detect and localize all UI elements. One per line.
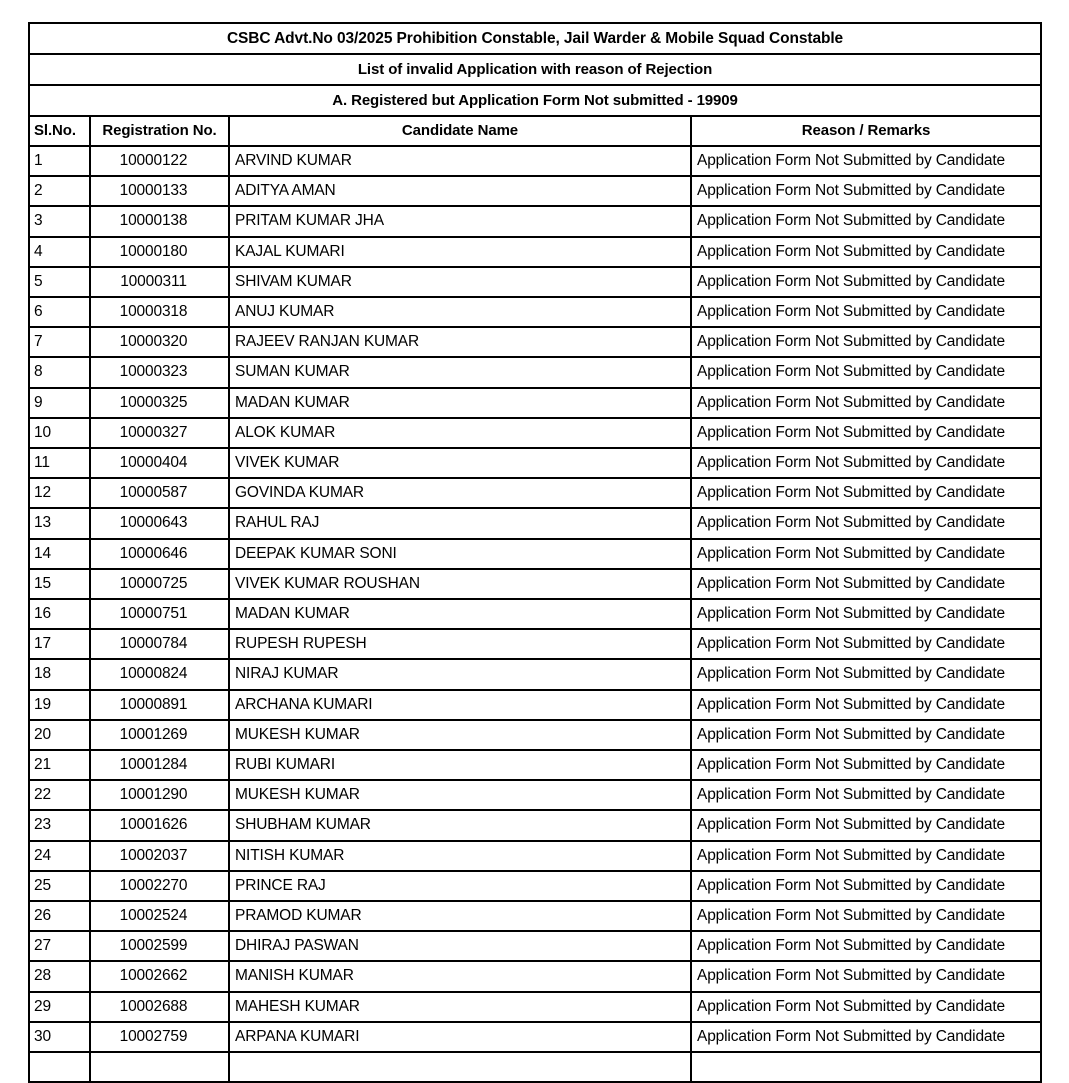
table-row [29, 146, 1041, 176]
cell-registration-no: 10000318 [90, 297, 229, 327]
table-row [29, 267, 1041, 297]
cell-reason-remarks: Application Form Not Submitted by Candidate [691, 659, 1041, 689]
table-row [29, 539, 1041, 569]
table-row [29, 1022, 1041, 1052]
cell-sl-no: 11 [29, 448, 90, 478]
column-header-row [29, 116, 1041, 146]
table-row [29, 750, 1041, 780]
table-row [29, 931, 1041, 961]
cell-sl-no: 4 [29, 237, 90, 267]
invalid-application-table [28, 22, 1042, 1083]
table-row [29, 569, 1041, 599]
cell-candidate-name: ADITYA AMAN [229, 176, 691, 206]
cell-sl-no: 26 [29, 901, 90, 931]
cell-registration-no: 10000325 [90, 388, 229, 418]
cell-candidate-name: MUKESH KUMAR [229, 780, 691, 810]
cell-sl-no: 15 [29, 569, 90, 599]
cell-sl-no: 1 [29, 146, 90, 176]
cell-reason-remarks: Application Form Not Submitted by Candidate [691, 146, 1041, 176]
table-row [29, 176, 1041, 206]
cell-reason-remarks: Application Form Not Submitted by Candidate [691, 720, 1041, 750]
cell-registration-no: 10002759 [90, 1022, 229, 1052]
cell-sl-no: 23 [29, 810, 90, 840]
cell-registration-no: 10000311 [90, 267, 229, 297]
cell-registration-no: 10000891 [90, 690, 229, 720]
cell-candidate-name: ANUJ KUMAR [229, 297, 691, 327]
cell-registration-no: 10000404 [90, 448, 229, 478]
cell-candidate-name: SHIVAM KUMAR [229, 267, 691, 297]
cell-candidate-name: RUBI KUMARI [229, 750, 691, 780]
cell-reason-remarks: Application Form Not Submitted by Candidate [691, 237, 1041, 267]
cell-candidate-name: SHUBHAM KUMAR [229, 810, 691, 840]
cell-candidate-name: MAHESH KUMAR [229, 992, 691, 1022]
cell-registration-no: 10000323 [90, 357, 229, 387]
table-row [29, 992, 1041, 1022]
cell-reason-remarks: Application Form Not Submitted by Candidate [691, 841, 1041, 871]
cell-sl-no: 8 [29, 357, 90, 387]
cell-reason-remarks: Application Form Not Submitted by Candidate [691, 176, 1041, 206]
cell-reason-remarks: Application Form Not Submitted by Candidate [691, 448, 1041, 478]
table-row-partial [29, 1052, 1041, 1082]
cell-candidate-name: MADAN KUMAR [229, 388, 691, 418]
cell-candidate-name: ARVIND KUMAR [229, 146, 691, 176]
cell-registration-no: 10000784 [90, 629, 229, 659]
cell-sl-no: 20 [29, 720, 90, 750]
cell-sl-no: 13 [29, 508, 90, 538]
table-row [29, 629, 1041, 659]
cell-candidate-name: RAHUL RAJ [229, 508, 691, 538]
cell-candidate-name: SUMAN KUMAR [229, 357, 691, 387]
column-header-candidate-name: Candidate Name [229, 116, 691, 146]
table-row [29, 810, 1041, 840]
cell-candidate-name: KAJAL KUMARI [229, 237, 691, 267]
cell-registration-no: 10000646 [90, 539, 229, 569]
title-row-primary [29, 23, 1041, 54]
table-row [29, 780, 1041, 810]
table-row [29, 388, 1041, 418]
document-title: CSBC Advt.No 03/2025 Prohibition Constable, Jail Warder & Mobile Squad Constable [29, 23, 1041, 54]
cell-reason-remarks: Application Form Not Submitted by Candidate [691, 357, 1041, 387]
cell-registration-no: 10002688 [90, 992, 229, 1022]
cell-reason-remarks: Application Form Not Submitted by Candidate [691, 871, 1041, 901]
cell-reason-remarks: Application Form Not Submitted by Candidate [691, 418, 1041, 448]
cell-reason-remarks: Application Form Not Submitted by Candidate [691, 780, 1041, 810]
cell-candidate-name: MUKESH KUMAR [229, 720, 691, 750]
cell-sl-no: 24 [29, 841, 90, 871]
cell-sl-no: 16 [29, 599, 90, 629]
cell-candidate-name: GOVINDA KUMAR [229, 478, 691, 508]
cell-registration-no: 10000180 [90, 237, 229, 267]
cell-reason-remarks: Application Form Not Submitted by Candidate [691, 690, 1041, 720]
cell-candidate-name: PRINCE RAJ [229, 871, 691, 901]
cell-candidate-name: ARCHANA KUMARI [229, 690, 691, 720]
cell-registration-no: 10002662 [90, 961, 229, 991]
cell-registration-no: 10002270 [90, 871, 229, 901]
cell-candidate-name: VIVEK KUMAR ROUSHAN [229, 569, 691, 599]
cell-registration-no: 10000587 [90, 478, 229, 508]
cell-reason-remarks: Application Form Not Submitted by Candidate [691, 810, 1041, 840]
table-row [29, 327, 1041, 357]
document-subtitle: List of invalid Application with reason of Rejection [29, 54, 1041, 85]
cell-reason-remarks: Application Form Not Submitted by Candidate [691, 599, 1041, 629]
cell-reason-remarks: Application Form Not Submitted by Candidate [691, 629, 1041, 659]
cell-registration-no: 10002037 [90, 841, 229, 871]
cell-sl-no: 29 [29, 992, 90, 1022]
cell-reason-remarks: Application Form Not Submitted by Candidate [691, 961, 1041, 991]
cell-sl-no: 25 [29, 871, 90, 901]
table-row [29, 901, 1041, 931]
cell-registration-no: 10000133 [90, 176, 229, 206]
cell-reason-remarks: Application Form Not Submitted by Candidate [691, 206, 1041, 236]
cell-candidate-name: RAJEEV RANJAN KUMAR [229, 327, 691, 357]
cell-registration-no: 10000122 [90, 146, 229, 176]
table-row [29, 599, 1041, 629]
table-row [29, 206, 1041, 236]
table-row [29, 357, 1041, 387]
cell-sl-no: 17 [29, 629, 90, 659]
cell-candidate-name: PRAMOD KUMAR [229, 901, 691, 931]
cell-sl-no: 19 [29, 690, 90, 720]
cell-empty [229, 1052, 691, 1082]
cell-reason-remarks: Application Form Not Submitted by Candidate [691, 931, 1041, 961]
cell-candidate-name: ALOK KUMAR [229, 418, 691, 448]
cell-empty [90, 1052, 229, 1082]
cell-registration-no: 10000138 [90, 206, 229, 236]
cell-registration-no: 10001284 [90, 750, 229, 780]
cell-reason-remarks: Application Form Not Submitted by Candidate [691, 508, 1041, 538]
table-row [29, 478, 1041, 508]
cell-reason-remarks: Application Form Not Submitted by Candidate [691, 901, 1041, 931]
cell-reason-remarks: Application Form Not Submitted by Candidate [691, 992, 1041, 1022]
cell-sl-no: 22 [29, 780, 90, 810]
cell-sl-no: 30 [29, 1022, 90, 1052]
table-row [29, 961, 1041, 991]
cell-registration-no: 10001626 [90, 810, 229, 840]
cell-registration-no: 10002599 [90, 931, 229, 961]
cell-registration-no: 10000320 [90, 327, 229, 357]
cell-registration-no: 10002524 [90, 901, 229, 931]
table-row [29, 297, 1041, 327]
cell-candidate-name: MANISH KUMAR [229, 961, 691, 991]
cell-candidate-name: NIRAJ KUMAR [229, 659, 691, 689]
cell-reason-remarks: Application Form Not Submitted by Candidate [691, 297, 1041, 327]
cell-empty [691, 1052, 1041, 1082]
column-header-reason-remarks: Reason / Remarks [691, 116, 1041, 146]
cell-sl-no: 12 [29, 478, 90, 508]
cell-registration-no: 10000327 [90, 418, 229, 448]
table-row [29, 418, 1041, 448]
cell-sl-no: 5 [29, 267, 90, 297]
cell-reason-remarks: Application Form Not Submitted by Candidate [691, 478, 1041, 508]
table-row [29, 841, 1041, 871]
section-heading: A. Registered but Application Form Not submitted - 19909 [29, 85, 1041, 116]
table-row [29, 659, 1041, 689]
cell-registration-no: 10000751 [90, 599, 229, 629]
cell-candidate-name: NITISH KUMAR [229, 841, 691, 871]
title-row-secondary [29, 54, 1041, 85]
cell-sl-no: 27 [29, 931, 90, 961]
table-row [29, 508, 1041, 538]
table-row [29, 237, 1041, 267]
cell-sl-no: 14 [29, 539, 90, 569]
cell-sl-no: 18 [29, 659, 90, 689]
cell-candidate-name: MADAN KUMAR [229, 599, 691, 629]
cell-sl-no: 21 [29, 750, 90, 780]
table-row [29, 448, 1041, 478]
cell-registration-no: 10000725 [90, 569, 229, 599]
cell-reason-remarks: Application Form Not Submitted by Candidate [691, 569, 1041, 599]
cell-reason-remarks: Application Form Not Submitted by Candidate [691, 388, 1041, 418]
cell-reason-remarks: Application Form Not Submitted by Candidate [691, 539, 1041, 569]
table-row [29, 720, 1041, 750]
table-row [29, 690, 1041, 720]
cell-candidate-name: PRITAM KUMAR JHA [229, 206, 691, 236]
cell-sl-no: 2 [29, 176, 90, 206]
cell-sl-no: 6 [29, 297, 90, 327]
cell-candidate-name: RUPESH RUPESH [229, 629, 691, 659]
cell-candidate-name: VIVEK KUMAR [229, 448, 691, 478]
cell-candidate-name: DEEPAK KUMAR SONI [229, 539, 691, 569]
cell-sl-no: 9 [29, 388, 90, 418]
cell-reason-remarks: Application Form Not Submitted by Candidate [691, 1022, 1041, 1052]
cell-candidate-name: ARPANA KUMARI [229, 1022, 691, 1052]
cell-candidate-name: DHIRAJ PASWAN [229, 931, 691, 961]
cell-registration-no: 10001269 [90, 720, 229, 750]
cell-registration-no: 10000643 [90, 508, 229, 538]
section-heading-row [29, 85, 1041, 116]
cell-reason-remarks: Application Form Not Submitted by Candidate [691, 327, 1041, 357]
cell-sl-no: 7 [29, 327, 90, 357]
cell-registration-no: 10001290 [90, 780, 229, 810]
cell-reason-remarks: Application Form Not Submitted by Candidate [691, 750, 1041, 780]
cell-reason-remarks: Application Form Not Submitted by Candidate [691, 267, 1041, 297]
cell-empty [29, 1052, 90, 1082]
column-header-sl-no: Sl.No. [29, 116, 90, 146]
table-body [29, 23, 1041, 1082]
column-header-registration-no: Registration No. [90, 116, 229, 146]
cell-sl-no: 28 [29, 961, 90, 991]
cell-registration-no: 10000824 [90, 659, 229, 689]
cell-sl-no: 10 [29, 418, 90, 448]
table-row [29, 871, 1041, 901]
cell-sl-no: 3 [29, 206, 90, 236]
